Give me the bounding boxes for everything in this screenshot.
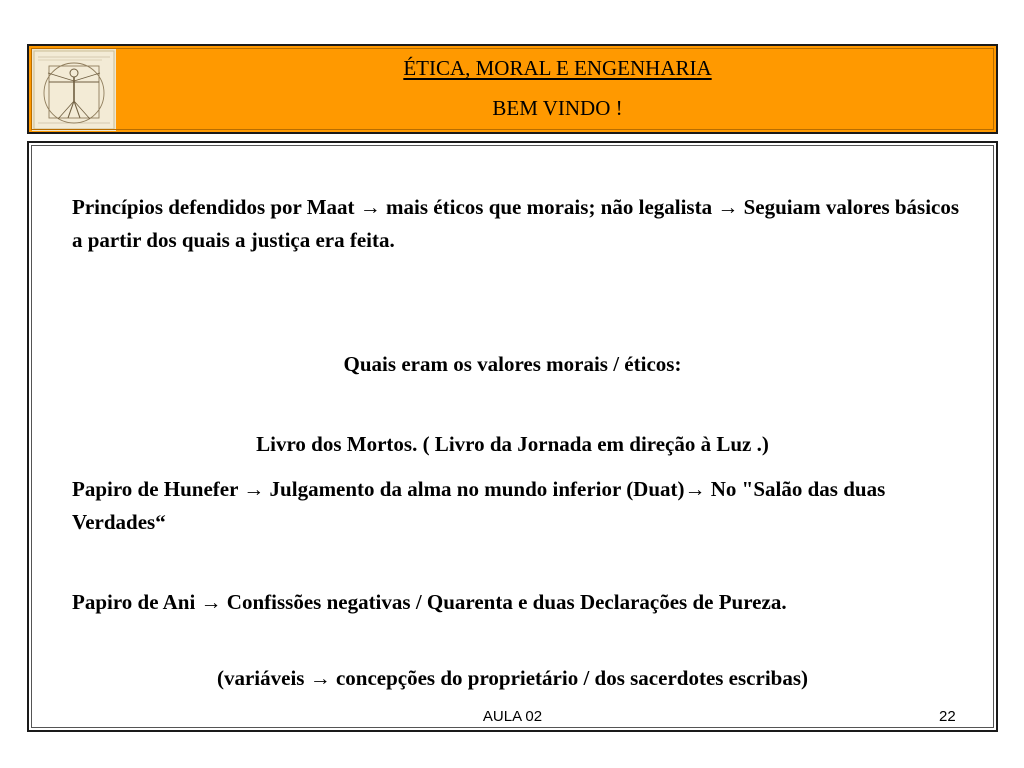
moral-values-heading: Quais eram os valores morais / éticos: xyxy=(343,352,682,376)
book-of-the-dead-line: Livro dos Mortos. ( Livro da Jornada em direção à Luz .) xyxy=(256,432,769,456)
slide-title: ÉTICA, MORAL E ENGENHARIA xyxy=(403,56,712,80)
slide-subtitle: BEM VINDO ! xyxy=(492,96,623,120)
variables-note: (variáveis → concepções do proprietário / dos sacerdotes escribas) xyxy=(216,666,808,690)
title-area xyxy=(119,46,996,132)
vitruvian-man-image xyxy=(32,49,116,131)
page-number: 22 xyxy=(939,708,956,725)
slide-header xyxy=(27,44,998,134)
footer-label: AULA 02 xyxy=(482,708,543,725)
papyrus-ani-paragraph: Papiro de Ani → Confissões negativas / Quarenta e duas Declarações de Pureza. xyxy=(72,590,787,614)
papyrus-hunefer-paragraph: Papiro de Hunefer → Julgamento da alma no mundo inferior (Duat)→ No "Salão das duas Verdades“ xyxy=(72,477,886,534)
slide-content xyxy=(27,141,998,732)
maat-principles-paragraph: Princípios defendidos por Maat → mais éticos que morais; não legalista → Seguiam valores básicos a partir dos quais a justiça era feita. xyxy=(72,195,960,252)
